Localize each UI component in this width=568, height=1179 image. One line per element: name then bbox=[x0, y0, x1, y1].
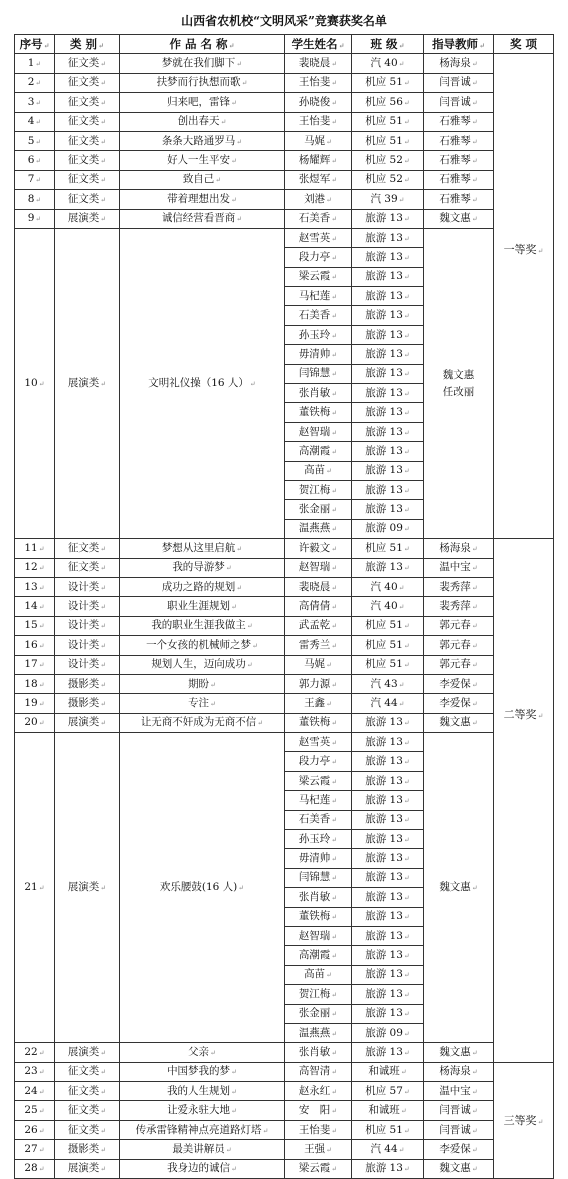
cell-class: 旅游 09 ↵ bbox=[352, 519, 424, 538]
cell-class: 汽 40 ↵ bbox=[352, 597, 424, 616]
cell-student: 武孟乾 ↵ bbox=[285, 616, 352, 635]
table-row bbox=[15, 170, 554, 189]
cell-work: 好人一生平安 ↵ bbox=[120, 151, 285, 170]
cell-student: 雷秀兰 ↵ bbox=[285, 636, 352, 655]
cell-student: 董铁梅 ↵ bbox=[285, 907, 352, 926]
cell-work: 诚信经营看晋商 ↵ bbox=[120, 209, 285, 228]
cell-student: 郭力源 ↵ bbox=[285, 674, 352, 693]
cell-class: 旅游 13 ↵ bbox=[352, 248, 424, 267]
cell-work: 我的导游梦 ↵ bbox=[120, 558, 285, 577]
cell-student: 王怡斐 ↵ bbox=[285, 73, 352, 92]
cell-student: 王怡斐 ↵ bbox=[285, 112, 352, 131]
cell-teacher: 石雅琴 ↵ bbox=[424, 151, 494, 170]
cell-teacher: 石雅琴 ↵ bbox=[424, 131, 494, 150]
cell-student: 闫锦慧 ↵ bbox=[285, 868, 352, 887]
cell-category: 展演类 ↵ bbox=[55, 733, 120, 1043]
cell-teacher: 郭元春 ↵ bbox=[424, 616, 494, 635]
cell-class: 旅游 13 ↵ bbox=[352, 810, 424, 829]
cell-work: 带着理想出发 ↵ bbox=[120, 190, 285, 209]
cell-class: 旅游 13 ↵ bbox=[352, 752, 424, 771]
cell-class: 机应 51 ↵ bbox=[352, 539, 424, 558]
cell-student: 贺江梅 ↵ bbox=[285, 985, 352, 1004]
cell-student: 王强 ↵ bbox=[285, 1140, 352, 1159]
cell-student: 孙玉玲 ↵ bbox=[285, 830, 352, 849]
table-row bbox=[15, 131, 554, 150]
cell-class: 旅游 13 ↵ bbox=[352, 461, 424, 480]
cell-student: 董铁梅 ↵ bbox=[285, 403, 352, 422]
cell-work: 中国梦我的梦 ↵ bbox=[120, 1062, 285, 1081]
cell-class: 旅游 13 ↵ bbox=[352, 1159, 424, 1178]
table-row bbox=[15, 1043, 554, 1062]
cell-no: 8 ↵ bbox=[15, 190, 55, 209]
header-no: 序号 ↵ bbox=[15, 35, 55, 54]
cell-student: 安 阳 ↵ bbox=[285, 1101, 352, 1120]
award-first: 一等奖 ↵ bbox=[494, 54, 554, 539]
cell-teacher: 闫晋诚 ↵ bbox=[424, 1101, 494, 1120]
table-row bbox=[15, 1140, 554, 1159]
cell-student: 张肖敏 ↵ bbox=[285, 1043, 352, 1062]
cell-teacher: 石雅琴 ↵ bbox=[424, 170, 494, 189]
cell-teacher: 石雅琴 ↵ bbox=[424, 190, 494, 209]
cell-category: 展演类 ↵ bbox=[55, 1043, 120, 1062]
cell-class: 旅游 13 ↵ bbox=[352, 713, 424, 732]
cell-class: 旅游 13 ↵ bbox=[352, 907, 424, 926]
cell-no: 25 ↵ bbox=[15, 1101, 55, 1120]
cell-class: 旅游 13 ↵ bbox=[352, 830, 424, 849]
cell-no: 27 ↵ bbox=[15, 1140, 55, 1159]
cell-class: 旅游 13 ↵ bbox=[352, 926, 424, 945]
table-row bbox=[15, 1159, 554, 1178]
cell-class: 旅游 13 ↵ bbox=[352, 345, 424, 364]
award-table bbox=[14, 34, 554, 1179]
cell-class: 机应 51 ↵ bbox=[352, 1120, 424, 1139]
cell-class: 汽 40 ↵ bbox=[352, 54, 424, 73]
cell-student: 石美香 ↵ bbox=[285, 306, 352, 325]
cell-class: 机应 57 ↵ bbox=[352, 1082, 424, 1101]
table-row bbox=[15, 616, 554, 635]
cell-class: 和诚班 ↵ bbox=[352, 1062, 424, 1081]
table-row bbox=[15, 1082, 554, 1101]
table-row bbox=[15, 1120, 554, 1139]
cell-no: 10 ↵ bbox=[15, 228, 55, 538]
cell-student: 高潮霞 ↵ bbox=[285, 442, 352, 461]
cell-category: 征文类 ↵ bbox=[55, 54, 120, 73]
cell-class: 旅游 13 ↵ bbox=[352, 558, 424, 577]
cell-class: 和诚班 ↵ bbox=[352, 1101, 424, 1120]
cell-no: 15 ↵ bbox=[15, 616, 55, 635]
teacher-name: 任改丽 bbox=[442, 385, 475, 398]
award-second: 二等奖 ↵ bbox=[494, 539, 554, 1063]
cell-student: 马娓 ↵ bbox=[285, 655, 352, 674]
cell-teacher: 李爱保 ↵ bbox=[424, 694, 494, 713]
cell-work: 期盼 ↵ bbox=[120, 674, 285, 693]
cell-student: 许毅文 ↵ bbox=[285, 539, 352, 558]
cell-teacher: 魏文惠 ↵ bbox=[424, 1159, 494, 1178]
cell-class: 旅游 13 ↵ bbox=[352, 403, 424, 422]
cell-student: 赵智瑞 ↵ bbox=[285, 558, 352, 577]
cell-work: 让爱永驻大地 ↵ bbox=[120, 1101, 285, 1120]
cell-student: 段力亭 ↵ bbox=[285, 248, 352, 267]
cell-no: 7 ↵ bbox=[15, 170, 55, 189]
table-row bbox=[15, 93, 554, 112]
cell-no: 24 ↵ bbox=[15, 1082, 55, 1101]
table-row bbox=[15, 54, 554, 73]
table-row bbox=[15, 558, 554, 577]
cell-work: 条条大路通罗马 ↵ bbox=[120, 131, 285, 150]
cell-work: 扶梦而行执想而歌 ↵ bbox=[120, 73, 285, 92]
cell-student: 裴晓晨 ↵ bbox=[285, 577, 352, 596]
cell-class: 机应 51 ↵ bbox=[352, 131, 424, 150]
cell-category: 设计类 ↵ bbox=[55, 655, 120, 674]
cell-student: 赵永红 ↵ bbox=[285, 1082, 352, 1101]
cell-class: 旅游 13 ↵ bbox=[352, 985, 424, 1004]
cell-category: 征文类 ↵ bbox=[55, 170, 120, 189]
cell-teacher: 裴秀萍 ↵ bbox=[424, 577, 494, 596]
cell-category: 设计类 ↵ bbox=[55, 597, 120, 616]
cell-student: 赵智瑞 ↵ bbox=[285, 422, 352, 441]
award-third: 三等奖 ↵ bbox=[494, 1062, 554, 1178]
cell-student: 张金丽 ↵ bbox=[285, 1004, 352, 1023]
cell-student: 贺江梅 ↵ bbox=[285, 480, 352, 499]
cell-student: 王鑫 ↵ bbox=[285, 694, 352, 713]
header-work: 作 品 名 称 ↵ bbox=[120, 35, 285, 54]
table-row bbox=[15, 713, 554, 732]
cell-no: 18 ↵ bbox=[15, 674, 55, 693]
cell-no: 26 ↵ bbox=[15, 1120, 55, 1139]
cell-class: 旅游 13 ↵ bbox=[352, 422, 424, 441]
table-row bbox=[15, 674, 554, 693]
cell-no: 17 ↵ bbox=[15, 655, 55, 674]
cell-student: 梁云霞 ↵ bbox=[285, 771, 352, 790]
table-row bbox=[15, 1062, 554, 1081]
cell-class: 汽 44 ↵ bbox=[352, 1140, 424, 1159]
cell-student: 马杞莲 ↵ bbox=[285, 791, 352, 810]
table-header-row bbox=[15, 35, 554, 54]
cell-no: 28 ↵ bbox=[15, 1159, 55, 1178]
cell-teacher: 杨海泉 ↵ bbox=[424, 539, 494, 558]
cell-teacher: 杨海泉 ↵ bbox=[424, 1062, 494, 1081]
cell-work: 我身边的诚信 ↵ bbox=[120, 1159, 285, 1178]
header-teacher: 指导教师 ↵ bbox=[424, 35, 494, 54]
cell-class: 汽 39 ↵ bbox=[352, 190, 424, 209]
cell-teacher-group: 魏文惠 ↵ bbox=[424, 733, 494, 1043]
cell-student: 高苗 ↵ bbox=[285, 965, 352, 984]
table-row bbox=[15, 597, 554, 616]
cell-class: 机应 51 ↵ bbox=[352, 636, 424, 655]
cell-class: 旅游 13 ↵ bbox=[352, 228, 424, 247]
cell-teacher: 魏文惠 ↵ bbox=[424, 1043, 494, 1062]
cell-no: 3 ↵ bbox=[15, 93, 55, 112]
cell-category: 征文类 ↵ bbox=[55, 151, 120, 170]
cell-no: 22 ↵ bbox=[15, 1043, 55, 1062]
cell-student: 董铁梅 ↵ bbox=[285, 713, 352, 732]
cell-work: 欢乐腰鼓(16 人) ↵ bbox=[120, 733, 285, 1043]
teacher-name: 魏文惠 bbox=[442, 368, 475, 381]
cell-category: 摄影类 ↵ bbox=[55, 674, 120, 693]
cell-no: 4 ↵ bbox=[15, 112, 55, 131]
cell-teacher: 闫晋诚 ↵ bbox=[424, 73, 494, 92]
cell-student: 石美香 ↵ bbox=[285, 810, 352, 829]
cell-class: 机应 51 ↵ bbox=[352, 112, 424, 131]
cell-student: 裴晓晨 ↵ bbox=[285, 54, 352, 73]
cell-student: 高智清 ↵ bbox=[285, 1062, 352, 1081]
cell-work: 传承雷锋精神点亮道路灯塔 ↵ bbox=[120, 1120, 285, 1139]
cell-no: 20 ↵ bbox=[15, 713, 55, 732]
cell-no: 5 ↵ bbox=[15, 131, 55, 150]
cell-category: 展演类 ↵ bbox=[55, 713, 120, 732]
cell-teacher: 石雅琴 ↵ bbox=[424, 112, 494, 131]
cell-student: 马杞莲 ↵ bbox=[285, 287, 352, 306]
cell-class: 机应 52 ↵ bbox=[352, 151, 424, 170]
table-row bbox=[15, 73, 554, 92]
cell-teacher: 魏文惠 ↵ bbox=[424, 209, 494, 228]
cell-class: 旅游 13 ↵ bbox=[352, 1043, 424, 1062]
cell-class: 机应 51 ↵ bbox=[352, 655, 424, 674]
cell-work: 梦就在我们脚下 ↵ bbox=[120, 54, 285, 73]
header-student: 学生姓名 ↵ bbox=[285, 35, 352, 54]
table-row bbox=[15, 209, 554, 228]
cell-class: 旅游 09 ↵ bbox=[352, 1023, 424, 1042]
cell-student: 高苗 ↵ bbox=[285, 461, 352, 480]
cell-category: 摄影类 ↵ bbox=[55, 694, 120, 713]
cell-no: 9 ↵ bbox=[15, 209, 55, 228]
header-class: 班 级 ↵ bbox=[352, 35, 424, 54]
cell-class: 机应 51 ↵ bbox=[352, 616, 424, 635]
cell-class: 旅游 13 ↵ bbox=[352, 1004, 424, 1023]
cell-category: 展演类 ↵ bbox=[55, 228, 120, 538]
table-row bbox=[15, 190, 554, 209]
cell-class: 旅游 13 ↵ bbox=[352, 209, 424, 228]
cell-category: 展演类 ↵ bbox=[55, 1159, 120, 1178]
cell-class: 旅游 13 ↵ bbox=[352, 965, 424, 984]
cell-category: 征文类 ↵ bbox=[55, 539, 120, 558]
cell-category: 摄影类 ↵ bbox=[55, 1140, 120, 1159]
table-row bbox=[15, 1101, 554, 1120]
header-award: 奖 项 bbox=[494, 35, 554, 54]
cell-category: 征文类 ↵ bbox=[55, 1101, 120, 1120]
cell-no: 21 ↵ bbox=[15, 733, 55, 1043]
cell-class: 旅游 13 ↵ bbox=[352, 791, 424, 810]
cell-category: 征文类 ↵ bbox=[55, 1062, 120, 1081]
cell-class: 旅游 13 ↵ bbox=[352, 733, 424, 752]
cell-class: 旅游 13 ↵ bbox=[352, 500, 424, 519]
cell-class: 旅游 13 ↵ bbox=[352, 771, 424, 790]
cell-class: 机应 52 ↵ bbox=[352, 170, 424, 189]
cell-no: 19 ↵ bbox=[15, 694, 55, 713]
cell-class: 汽 44 ↵ bbox=[352, 694, 424, 713]
cell-category: 征文类 ↵ bbox=[55, 1120, 120, 1139]
cell-no: 11 ↵ bbox=[15, 539, 55, 558]
cell-student: 温燕燕 ↵ bbox=[285, 1023, 352, 1042]
cell-category: 设计类 ↵ bbox=[55, 616, 120, 635]
table-row bbox=[15, 151, 554, 170]
cell-student: 闫锦慧 ↵ bbox=[285, 364, 352, 383]
cell-student: 赵雪英 ↵ bbox=[285, 733, 352, 752]
document-title: 山西省农机校“文明风采”竞赛获奖名单 bbox=[181, 14, 387, 28]
cell-work: 梦想从这里启航 ↵ bbox=[120, 539, 285, 558]
cell-work: 文明礼仪操（16 人） ↵ bbox=[120, 228, 285, 538]
cell-student: 高潮霞 ↵ bbox=[285, 946, 352, 965]
cell-class: 机应 56 ↵ bbox=[352, 93, 424, 112]
cell-student: 王怡斐 ↵ bbox=[285, 1120, 352, 1139]
award-table-frame bbox=[14, 34, 554, 1179]
cell-category: 征文类 ↵ bbox=[55, 112, 120, 131]
cell-work: 规划人生，迈向成功 ↵ bbox=[120, 655, 285, 674]
cell-class: 旅游 13 ↵ bbox=[352, 480, 424, 499]
cell-teacher: 裴秀萍 ↵ bbox=[424, 597, 494, 616]
cell-class: 旅游 13 ↵ bbox=[352, 888, 424, 907]
cell-class: 机应 51 ↵ bbox=[352, 73, 424, 92]
cell-work: 最美讲解员 ↵ bbox=[120, 1140, 285, 1159]
cell-class: 汽 40 ↵ bbox=[352, 577, 424, 596]
cell-teacher: 郭元春 ↵ bbox=[424, 655, 494, 674]
cell-teacher-group bbox=[424, 228, 494, 538]
cell-work: 父亲 ↵ bbox=[120, 1043, 285, 1062]
cell-teacher: 郭元春 ↵ bbox=[424, 636, 494, 655]
cell-teacher: 温中宝 ↵ bbox=[424, 558, 494, 577]
cell-class: 旅游 13 ↵ bbox=[352, 946, 424, 965]
cell-no: 2 ↵ bbox=[15, 73, 55, 92]
cell-work: 职业生涯规划 ↵ bbox=[120, 597, 285, 616]
cell-category: 征文类 ↵ bbox=[55, 1082, 120, 1101]
cell-no: 13 ↵ bbox=[15, 577, 55, 596]
cell-student: 梁云霞 ↵ bbox=[285, 1159, 352, 1178]
cell-teacher: 温中宝 ↵ bbox=[424, 1082, 494, 1101]
cell-no: 12 ↵ bbox=[15, 558, 55, 577]
cell-teacher: 闫晋诚 ↵ bbox=[424, 93, 494, 112]
cell-category: 征文类 ↵ bbox=[55, 131, 120, 150]
cell-student: 杨耀辉 ↵ bbox=[285, 151, 352, 170]
cell-category: 设计类 ↵ bbox=[55, 636, 120, 655]
cell-work: 我的职业生涯我做主 ↵ bbox=[120, 616, 285, 635]
cell-work: 致自己 ↵ bbox=[120, 170, 285, 189]
cell-student: 毋清帅 ↵ bbox=[285, 849, 352, 868]
cell-student: 孙玉玲 ↵ bbox=[285, 325, 352, 344]
cell-student: 张肖敏 ↵ bbox=[285, 888, 352, 907]
cell-student: 高倩倩 ↵ bbox=[285, 597, 352, 616]
cell-class: 旅游 13 ↵ bbox=[352, 287, 424, 306]
cell-class: 旅游 13 ↵ bbox=[352, 384, 424, 403]
cell-category: 征文类 ↵ bbox=[55, 190, 120, 209]
cell-student: 刘港 ↵ bbox=[285, 190, 352, 209]
table-row bbox=[15, 228, 554, 247]
cell-student: 段力亭 ↵ bbox=[285, 752, 352, 771]
cell-student: 张煜军 ↵ bbox=[285, 170, 352, 189]
cell-class: 汽 43 ↵ bbox=[352, 674, 424, 693]
cell-class: 旅游 13 ↵ bbox=[352, 325, 424, 344]
cell-work: 我的人生规划 ↵ bbox=[120, 1082, 285, 1101]
cell-work: 让无商不奸成为无商不信 ↵ bbox=[120, 713, 285, 732]
cell-teacher: 魏文惠 ↵ bbox=[424, 713, 494, 732]
cell-work: 专注 ↵ bbox=[120, 694, 285, 713]
cell-student: 马娓 ↵ bbox=[285, 131, 352, 150]
cell-category: 征文类 ↵ bbox=[55, 73, 120, 92]
cell-student: 张金丽 ↵ bbox=[285, 500, 352, 519]
table-row bbox=[15, 733, 554, 752]
cell-student: 赵雪英 ↵ bbox=[285, 228, 352, 247]
cell-category: 征文类 ↵ bbox=[55, 93, 120, 112]
header-category: 类 别 ↵ bbox=[55, 35, 120, 54]
table-row bbox=[15, 655, 554, 674]
cell-student: 孙晓俊 ↵ bbox=[285, 93, 352, 112]
cell-class: 旅游 13 ↵ bbox=[352, 306, 424, 325]
table-row bbox=[15, 577, 554, 596]
table-row bbox=[15, 636, 554, 655]
cell-work: 归来吧，雷锋 ↵ bbox=[120, 93, 285, 112]
cell-work: 成功之路的规划 ↵ bbox=[120, 577, 285, 596]
table-row bbox=[15, 539, 554, 558]
cell-work: 一个女孩的机械师之梦 ↵ bbox=[120, 636, 285, 655]
cell-category: 征文类 ↵ bbox=[55, 558, 120, 577]
cell-student: 张肖敏 ↵ bbox=[285, 384, 352, 403]
cell-category: 展演类 ↵ bbox=[55, 209, 120, 228]
cell-student: 毋清帅 ↵ bbox=[285, 345, 352, 364]
cell-no: 6 ↵ bbox=[15, 151, 55, 170]
cell-student: 赵智瑞 ↵ bbox=[285, 926, 352, 945]
cell-class: 旅游 13 ↵ bbox=[352, 442, 424, 461]
cell-class: 旅游 13 ↵ bbox=[352, 868, 424, 887]
cell-no: 16 ↵ bbox=[15, 636, 55, 655]
cell-student: 梁云霞 ↵ bbox=[285, 267, 352, 286]
cell-class: 旅游 13 ↵ bbox=[352, 364, 424, 383]
cell-teacher: 李爱保 ↵ bbox=[424, 674, 494, 693]
cell-student: 石美香 ↵ bbox=[285, 209, 352, 228]
cell-no: 1 ↵ bbox=[15, 54, 55, 73]
cell-work: 创出春天 ↵ bbox=[120, 112, 285, 131]
cell-category: 设计类 ↵ bbox=[55, 577, 120, 596]
cell-teacher: 李爱保 ↵ bbox=[424, 1140, 494, 1159]
cell-no: 23 ↵ bbox=[15, 1062, 55, 1081]
table-row bbox=[15, 112, 554, 131]
cell-class: 旅游 13 ↵ bbox=[352, 267, 424, 286]
cell-class: 旅游 13 ↵ bbox=[352, 849, 424, 868]
cell-no: 14 ↵ bbox=[15, 597, 55, 616]
cell-student: 温燕燕 ↵ bbox=[285, 519, 352, 538]
cell-teacher: 杨海泉 ↵ bbox=[424, 54, 494, 73]
cell-teacher: 闫晋诚 ↵ bbox=[424, 1120, 494, 1139]
table-row bbox=[15, 694, 554, 713]
